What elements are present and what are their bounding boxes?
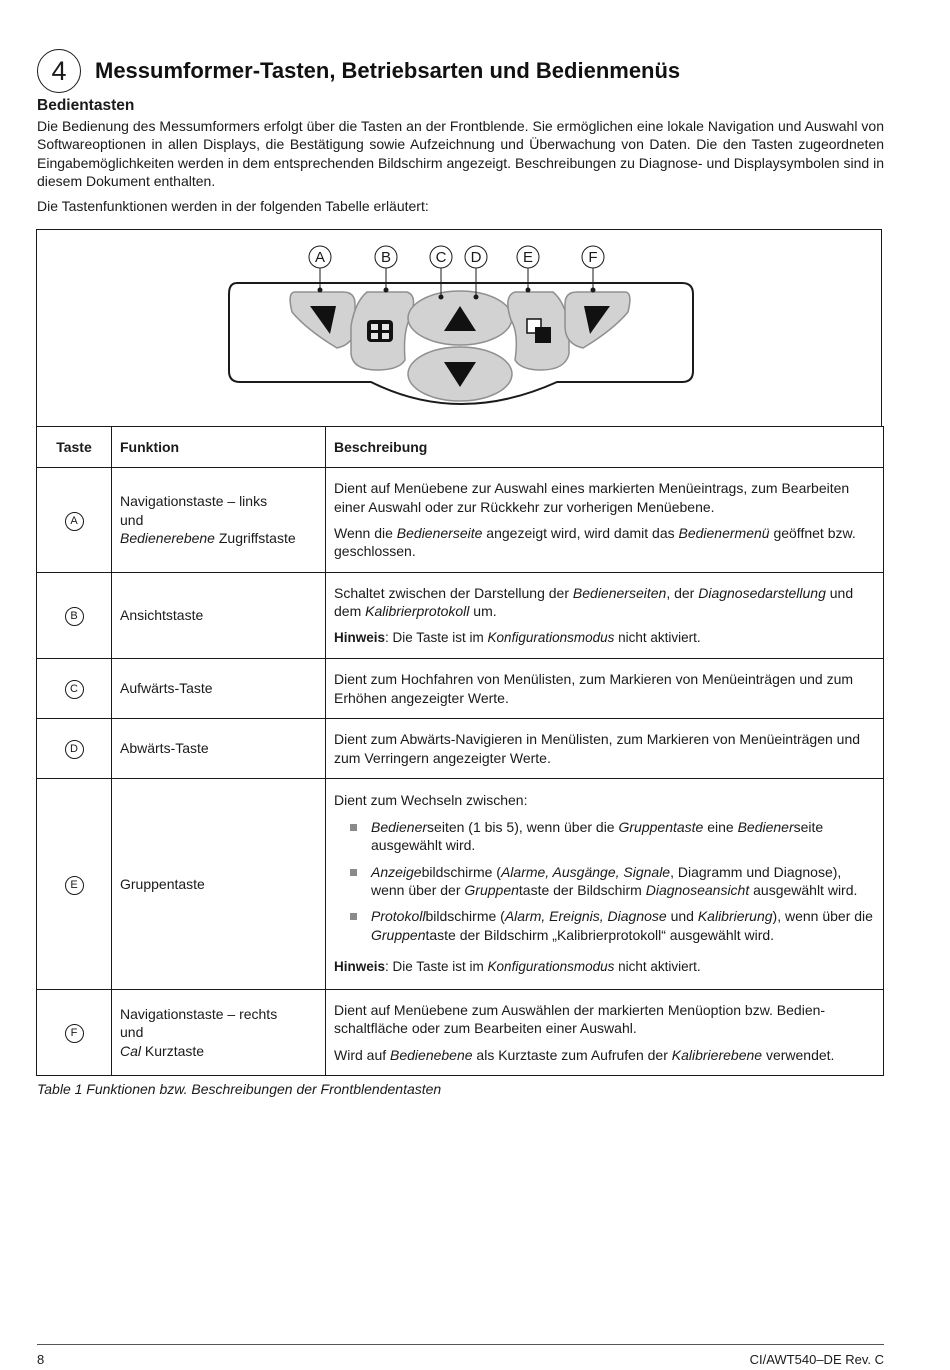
square-bullet-icon <box>350 913 357 920</box>
description-cell: Dient zum Wechseln zwischen: Bedienerseiten (1 bis 5), wenn über die Gruppentaste eine Bedienerseite ausgewählt wird. Anzeigebildschirme (Alarme, Ausgänge, Signale, Diagramm und Diagnose), wenn über der Gruppentaste der Bildschirm Diagnoseansicht ausgewählt wird. Protokollbildschirme (Alarm, Ereignis, Diagnose und Kalibrierung), wenn über die Gruppentaste der Bildschirm „Kalibrierprotokoll“ ausgewählt wird. Hinweis: Die Taste ist im Konfigurationsmodus nicht aktiviert. <box>326 779 884 990</box>
table-caption: Table 1 Funktionen bzw. Beschreibungen der Frontblendentasten <box>37 1081 442 1097</box>
grid-view-icon <box>367 320 393 342</box>
function-cell: Navigationstaste – links und Bedienerebene Zugriffstaste <box>112 468 326 573</box>
function-cell: Navigationstaste – rechts und Cal Kurztaste <box>112 990 326 1076</box>
list-item: Bedienerseiten (1 bis 5), wenn über die Gruppentaste eine Bedienerseite ausgewählt wird. <box>350 818 875 855</box>
description-cell: Schaltet zwischen der Darstellung der Bedienerseiten, der Diagnosedarstellung und dem Kalibrierprotokoll um. Hinweis: Die Taste ist im Konfigurationsmodus nicht aktiviert. <box>326 573 884 659</box>
document-reference: CI/AWT540–DE Rev. C <box>749 1352 884 1367</box>
callout-c: C <box>435 249 447 266</box>
bullet-list <box>334 818 875 944</box>
header-key: Taste <box>37 427 112 468</box>
key-label-b: B <box>65 607 84 626</box>
table-row <box>37 990 884 1076</box>
square-bullet-icon <box>350 869 357 876</box>
table-row <box>37 468 884 573</box>
table-row <box>37 779 884 990</box>
description-cell: Dient auf Menüebene zum Auswählen der markierten Menüoption bzw. Bedien-schaltfläche oder zum Bearbeiten einer Auswahl. Wird auf Bedienebene als Kurztaste zum Aufrufen der Kalibrierebene verwendet. <box>326 990 884 1076</box>
key-label-e: E <box>65 876 84 895</box>
chapter-heading <box>37 49 680 93</box>
function-cell: Abwärts-Taste <box>112 719 326 779</box>
page-number: 8 <box>37 1352 45 1367</box>
callout-e: E <box>522 249 534 266</box>
note: Hinweis: Die Taste ist im Konfigurationsmodus nicht aktiviert. <box>334 959 701 975</box>
description-cell: Dient auf Menüebene zur Auswahl eines markierten Menüeintrags, zum Bearbeiten einer Auswahl oder zur Rückkehr zur vorherigen Menüebene. Wenn die Bedienerseite angezeigt wird, wird damit das Bedienermenü geöffnet bzw. geschlossen. <box>326 468 884 573</box>
key-label-c: C <box>65 680 84 699</box>
callout-d: D <box>470 249 482 266</box>
table-row <box>37 719 884 779</box>
footer-rule <box>37 1344 884 1345</box>
description-cell: Dient zum Hochfahren von Menülisten, zum Markieren von Menüeinträgen und zum Erhöhen angezeigter Werte. <box>326 659 884 719</box>
key-function-table <box>36 426 884 1076</box>
function-cell: Gruppentaste <box>112 779 326 990</box>
table-row <box>37 573 884 659</box>
list-item: Protokollbildschirme (Alarm, Ereignis, Diagnose und Kalibrierung), wenn über die Gruppentaste der Bildschirm „Kalibrierprotokoll“ ausgewählt wird. <box>350 907 875 944</box>
callout-b: B <box>380 249 392 266</box>
chapter-number: 4 <box>37 49 81 93</box>
function-cell: Aufwärts-Taste <box>112 659 326 719</box>
header-function: Funktion <box>112 427 326 468</box>
callout-circles <box>309 246 604 268</box>
square-bullet-icon <box>350 824 357 831</box>
header-description: Beschreibung <box>326 427 884 468</box>
note: Hinweis: Die Taste ist im Konfigurationsmodus nicht aktiviert. <box>334 629 701 645</box>
description-cell: Dient zum Abwärts-Navigieren in Menülisten, zum Markieren von Menüeinträgen und zum Verringern angezeigter Werte. <box>326 719 884 779</box>
table-header-row <box>37 427 884 468</box>
intro-paragraph: Die Bedienung des Messumformers erfolgt über die Tasten an der Frontblende. Sie ermöglichen eine lokale Navigation und Auswahl von Softwareoptionen in allen Displays, die Bestätigung sowie Aufzeichnung und Überwachung von Daten. Die den Tasten zugeordneten Eingabemöglichkeiten werden in dem entsprechenden Bildschirm angezeigt. Beschreibungen zu Diagnose- und Displaysymbolen sind in diesem Dokument enthalten. <box>37 118 884 189</box>
list-item: Anzeigebildschirme (Alarme, Ausgänge, Signale, Diagramm und Diagnose), wenn über der Gruppentaste der Bildschirm Diagnoseansicht ausgewählt wird. <box>350 863 875 900</box>
key-label-a: A <box>65 512 84 531</box>
callout-a: A <box>314 249 326 266</box>
key-label-f: F <box>65 1024 84 1043</box>
function-cell: Ansichtstaste <box>112 573 326 659</box>
chapter-title: Messumformer-Tasten, Betriebsarten und Bedienmenüs <box>95 58 681 83</box>
keypad-illustration <box>37 230 883 427</box>
callout-f: F <box>588 249 598 266</box>
section-title: Bedientasten <box>37 97 135 114</box>
key-label-d: D <box>65 740 84 759</box>
lead-text: Die Tastenfunktionen werden in der folgenden Tabelle erläutert: <box>37 198 429 214</box>
front-panel-diagram <box>36 229 882 426</box>
table-row <box>37 659 884 719</box>
